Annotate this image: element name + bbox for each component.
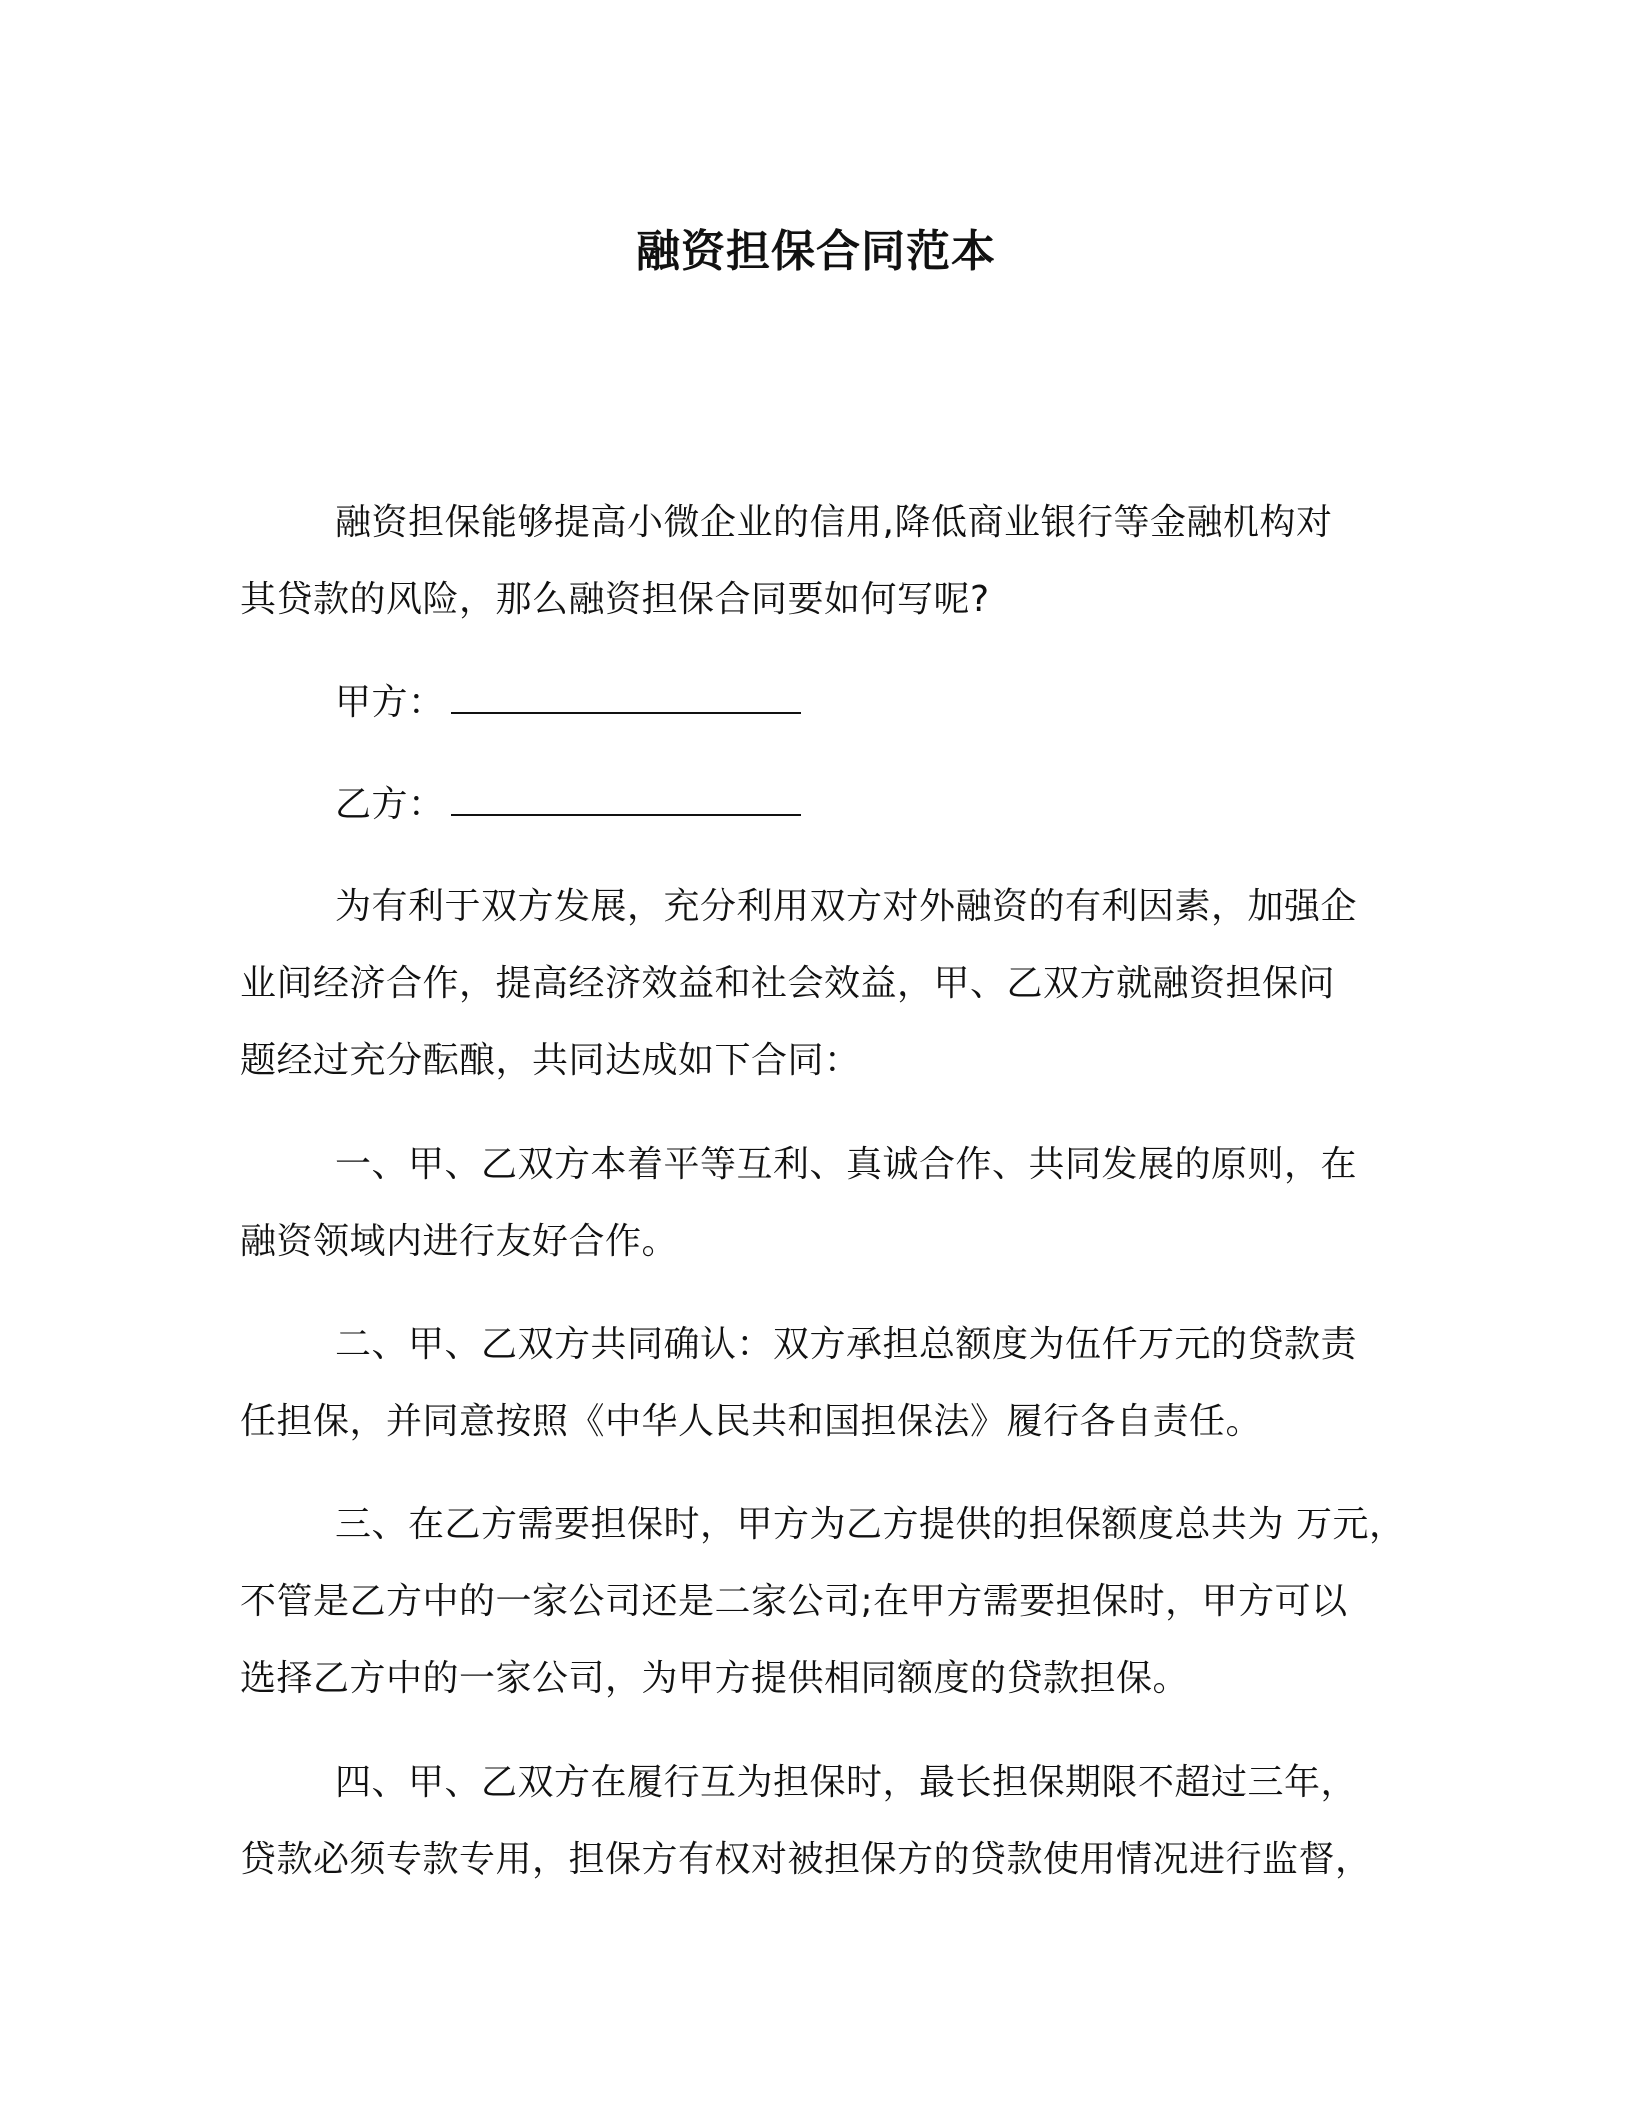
preamble-line-1: 为有利于双方发展，充分利用双方对外融资的有利因素，加强企: [335, 886, 1358, 927]
clause-1-paragraph: [240, 1126, 1400, 1280]
preamble-line-2: 业间经济合作，提高经济效益和社会效益，甲、乙双方就融资担保问: [240, 963, 1336, 1004]
preamble-line-3: 题经过充分酝酿，共同达成如下合同：: [240, 1040, 861, 1081]
clause-3-line-1: 三、在乙方需要担保时，甲方为乙方提供的担保额度总共为 万元，: [335, 1504, 1406, 1545]
clause-4-line-2: 贷款必须专款专用，担保方有权对被担保方的贷款使用情况进行监督，: [240, 1839, 1372, 1880]
party-b-label: 乙方：: [335, 784, 445, 825]
party-b-row: [240, 766, 1400, 843]
preamble-paragraph: [240, 868, 1400, 1099]
party-a-row: [240, 664, 1400, 741]
clause-3-line-2: 不管是乙方中的一家公司还是二家公司;在甲方需要担保时，甲方可以: [240, 1581, 1348, 1622]
clause-4-line-1: 四、甲、乙双方在履行互为担保时，最长担保期限不超过三年，: [335, 1762, 1358, 1803]
clause-3-line-3: 选择乙方中的一家公司，为甲方提供相同额度的贷款担保。: [240, 1658, 1190, 1699]
clause-1-line-2: 融资领域内进行友好合作。: [240, 1221, 679, 1262]
intro-line-2: 其贷款的风险，那么融资担保合同要如何写呢?: [240, 579, 990, 620]
page-title: 融资担保合同范本: [636, 226, 996, 277]
party-a-label: 甲方：: [335, 682, 445, 723]
clause-3-paragraph: [240, 1486, 1406, 1717]
intro-line-1: 融资担保能够提高小微企业的信用,降低商业银行等金融机构对: [335, 502, 1333, 543]
clause-2-line-1: 二、甲、乙双方共同确认：双方承担总额度为伍仟万元的贷款责: [335, 1324, 1358, 1365]
clause-2-paragraph: [240, 1306, 1400, 1460]
clause-4-paragraph: [240, 1744, 1400, 1898]
clause-2-line-2: 任担保，并同意按照《中华人民共和国担保法》履行各自责任。: [240, 1401, 1263, 1442]
clause-1-line-1: 一、甲、乙双方本着平等互利、真诚合作、共同发展的原则，在: [335, 1144, 1358, 1185]
intro-paragraph: [240, 484, 1400, 638]
party-a-blank: [451, 678, 801, 714]
party-b-blank: [451, 780, 801, 816]
